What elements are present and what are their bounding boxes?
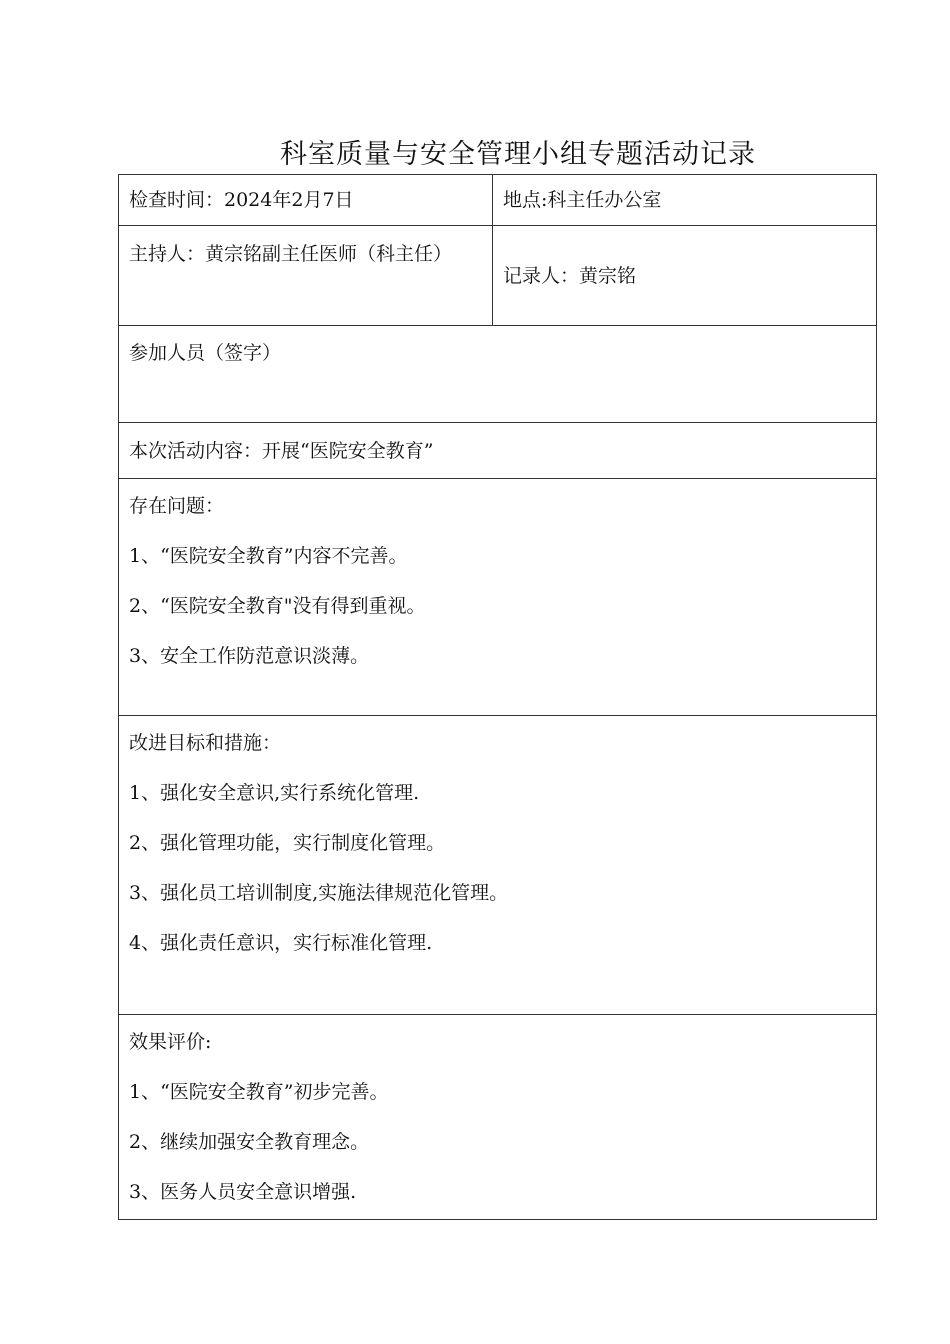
evaluation-title: 效果评价: [129, 1031, 212, 1053]
location-cell: 地点:科主任办公室 [493, 175, 877, 226]
measure-item: 2、强化管理功能，实行制度化管理。 [129, 832, 446, 854]
problem-item: 1、“医院安全教育”内容不完善。 [129, 545, 408, 567]
measure-item: 3、强化员工培训制度,实施法律规范化管理。 [129, 882, 509, 904]
problem-item: 3、安全工作防范意识淡薄。 [129, 645, 370, 667]
participants-label: 参加人员（签字） [129, 342, 282, 364]
evaluation-item: 1、“医院安全教育”初步完善。 [129, 1081, 389, 1103]
measures-cell [119, 716, 877, 1015]
evaluation-item: 2、继续加强安全教育理念。 [129, 1131, 370, 1153]
measure-item: 1、强化安全意识,实行系统化管理. [129, 782, 420, 804]
activity-cell: 本次活动内容：开展“医院安全教育” [119, 423, 877, 479]
evaluation-item: 3、医务人员安全意识增强. [129, 1181, 357, 1203]
row-activity [119, 423, 877, 479]
row-participants [119, 326, 877, 423]
host-cell: 主持人：黄宗铭副主任医师（科主任） [119, 226, 493, 326]
problems-title: 存在问题： [129, 495, 225, 517]
row-time-location [119, 175, 877, 226]
evaluation-cell [119, 1015, 877, 1220]
recorder-cell: 记录人：黄宗铭 [493, 226, 877, 326]
problem-item: 2、“医院安全教育"没有得到重视。 [129, 595, 426, 617]
row-host-recorder [119, 226, 877, 326]
record-table [118, 174, 877, 1220]
problems-cell [119, 479, 877, 716]
row-measures [119, 716, 877, 1015]
page-title: 科室质量与安全管理小组专题活动记录 [280, 139, 756, 170]
measure-item: 4、强化责任意识，实行标准化管理. [129, 932, 433, 954]
row-evaluation [119, 1015, 877, 1220]
measures-title: 改进目标和措施： [129, 732, 282, 754]
check-time-cell: 检查时间：2024年2月7日 [119, 175, 493, 226]
row-problems [119, 479, 877, 716]
participants-cell [119, 326, 877, 423]
